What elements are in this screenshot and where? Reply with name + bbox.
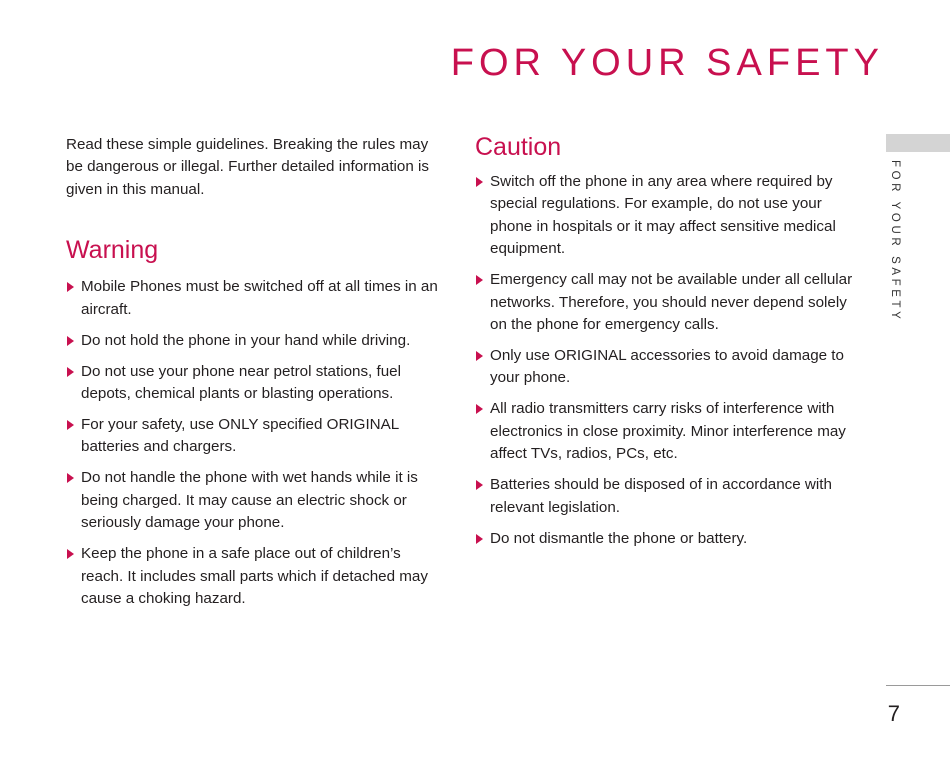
- warning-item: [66, 543, 446, 610]
- caution-item-text: All radio transmitters carry risks of interference with electronics in close proximity. Minor interference may affect TVs, radios, PCs, etc.: [490, 400, 846, 463]
- caution-item: [475, 398, 860, 465]
- right-column: [475, 132, 860, 559]
- caution-item: [475, 345, 860, 390]
- footer-rule: [886, 685, 950, 686]
- triangle-bullet-icon: [476, 534, 483, 544]
- triangle-bullet-icon: [476, 177, 483, 187]
- warning-item: [66, 330, 446, 352]
- triangle-bullet-icon: [67, 420, 74, 430]
- triangle-bullet-icon: [476, 351, 483, 361]
- warning-list: [66, 276, 446, 610]
- triangle-bullet-icon: [476, 275, 483, 285]
- intro-paragraph: Read these simple guidelines. Breaking the rules may be dangerous or illegal. Further detailed information is given in this manual.: [66, 136, 430, 198]
- warning-item-text: Do not use your phone near petrol stations, fuel depots, chemical plants or blasting operations.: [81, 362, 401, 403]
- left-column: [66, 134, 446, 619]
- caution-item-text: Batteries should be disposed of in accordance with relevant legislation.: [490, 476, 832, 516]
- caution-heading: Caution: [475, 133, 562, 161]
- caution-item-text: Emergency call may not be available under all cellular networks. Therefore, you should never depend solely on the phone for emergency calls.: [490, 271, 853, 334]
- triangle-bullet-icon: [476, 480, 483, 490]
- triangle-bullet-icon: [67, 336, 74, 346]
- warning-item-text: Do not hold the phone in your hand while driving.: [81, 331, 411, 349]
- caution-item: [475, 171, 860, 261]
- triangle-bullet-icon: [67, 282, 74, 292]
- caution-item: [475, 269, 860, 336]
- triangle-bullet-icon: [67, 473, 74, 483]
- triangle-bullet-icon: [67, 367, 74, 377]
- side-tab-label: FOR YOUR SAFETY: [889, 160, 901, 323]
- caution-list: [475, 171, 860, 550]
- triangle-bullet-icon: [476, 404, 483, 414]
- triangle-bullet-icon: [67, 549, 74, 559]
- page-title: FOR YOUR SAFETY: [450, 42, 884, 84]
- warning-item: [66, 276, 446, 321]
- caution-item-text: Switch off the phone in any area where required by special regulations. For example, do not use your phone in hospitals or it may affect sensitive medical equipment.: [490, 173, 836, 258]
- page-number: 7: [887, 701, 900, 726]
- side-tab-marker: [886, 134, 950, 152]
- caution-item: [475, 474, 860, 519]
- caution-item: [475, 528, 860, 550]
- caution-item-text: Do not dismantle the phone or battery.: [490, 529, 748, 547]
- warning-item-text: For your safety, use ONLY specified ORIGINAL batteries and chargers.: [81, 416, 399, 456]
- warning-heading: Warning: [66, 236, 159, 265]
- warning-item-text: Mobile Phones must be switched off at all times in an aircraft.: [81, 278, 438, 318]
- warning-item: [66, 467, 446, 534]
- warning-item: [66, 414, 446, 459]
- warning-item: [66, 361, 446, 406]
- warning-item-text: Keep the phone in a safe place out of children’s reach. It includes small parts which if detached may cause a choking hazard.: [81, 545, 428, 608]
- warning-item-text: Do not handle the phone with wet hands while it is being charged. It may cause an electric shock or seriously damage your phone.: [81, 469, 418, 532]
- caution-item-text: Only use ORIGINAL accessories to avoid damage to your phone.: [490, 347, 844, 387]
